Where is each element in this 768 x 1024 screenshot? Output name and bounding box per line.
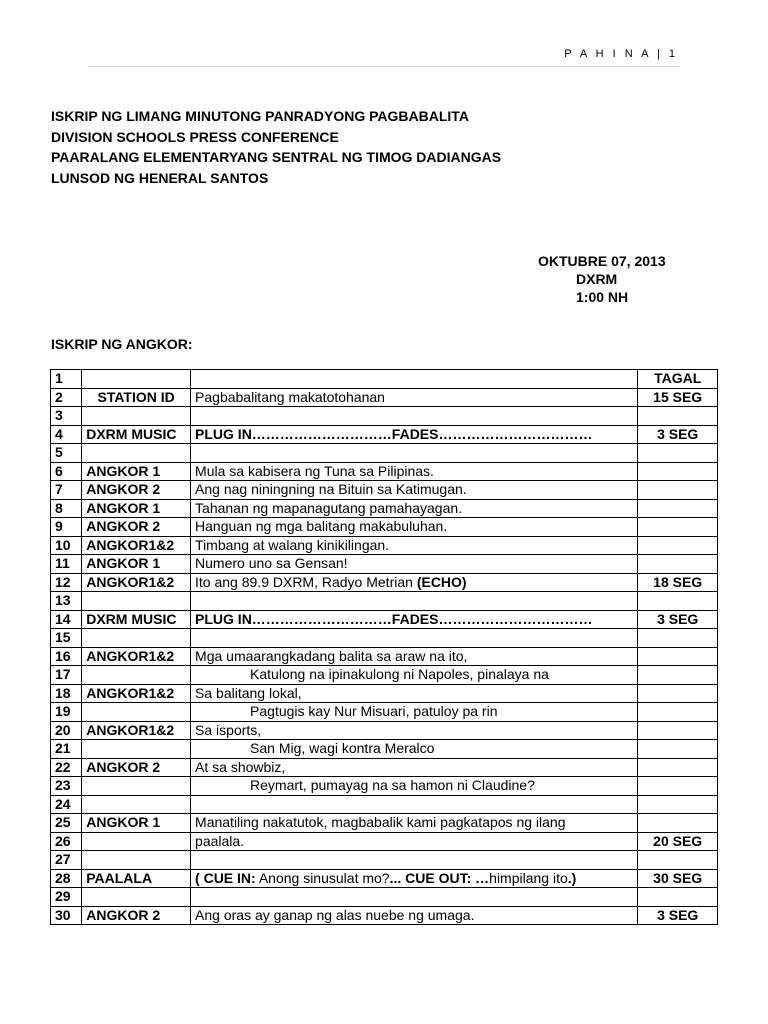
duration-cell [638,888,718,907]
row-number: 24 [51,795,82,814]
row-number: 3 [51,407,82,426]
row-number: 8 [51,499,82,518]
duration-cell [638,555,718,574]
script-text: Reymart, pumayag na sa hamon ni Claudine? [250,777,535,794]
script-text: San Mig, wagi kontra Meralco [250,740,435,757]
script-text-cell [191,610,638,629]
script-row [51,814,718,833]
row-number: 6 [51,462,82,481]
row-number: 19 [51,703,82,722]
script-text-cell [191,518,638,537]
duration-cell [638,481,718,500]
speaker-cell: DXRM MUSIC [82,610,191,629]
speaker-cell: ANGKOR1&2 [82,684,191,703]
duration-cell [638,740,718,759]
row-number: 14 [51,610,82,629]
script-text-cell [191,407,638,426]
script-row [51,832,718,851]
row-number: 16 [51,647,82,666]
duration-cell: 3 SEG [638,610,718,629]
script-text-cell [191,536,638,555]
row-number: 18 [51,684,82,703]
speaker-cell [82,629,191,648]
cue-cue-in-text: Anong sinusulat mo? [258,869,390,886]
duration-cell [638,518,718,537]
speaker-cell [82,851,191,870]
speaker-cell [82,666,191,685]
speaker-cell: ANGKOR 1 [82,499,191,518]
script-row [51,888,718,907]
speaker-cell: ANGKOR1&2 [82,647,191,666]
script-row [51,592,718,611]
script-text-cell [191,814,638,833]
cue-cue-out-text: himpilang ito [489,869,568,886]
script-text: Manatiling nakatutok, magbabalik kami pagkatapos ng ilang [195,814,566,831]
row-number: 20 [51,721,82,740]
row-number: 10 [51,536,82,555]
script-text: Numero uno sa Gensan! [195,555,348,572]
script-row [51,740,718,759]
speaker-cell: PAALALA [82,869,191,888]
script-text-cell [191,573,638,592]
script-text-cell [191,684,638,703]
duration-cell [638,684,718,703]
document-title [51,106,501,188]
row-number: 21 [51,740,82,759]
script-text: Mga umaarangkadang balita sa araw na ito, [195,647,468,664]
duration-cell [638,795,718,814]
script-text-cell [191,388,638,407]
speaker-cell: ANGKOR 2 [82,906,191,925]
script-row [51,518,718,537]
duration-cell: TAGAL [638,370,718,389]
script-row [51,647,718,666]
station-name: DXRM [576,271,618,287]
duration-cell: 3 SEG [638,906,718,925]
script-text-cell [191,740,638,759]
duration-cell [638,814,718,833]
script-text-cell [191,721,638,740]
duration-cell [638,721,718,740]
broadcast-date: OKTUBRE 07, 2013 [538,253,666,269]
duration-cell [638,536,718,555]
speaker-cell [82,370,191,389]
title-line: LUNSOD NG HENERAL SANTOS [51,169,269,186]
script-text: Ang oras ay ganap ng alas nuebe ng umaga. [195,906,475,923]
speaker-cell: STATION ID [82,388,191,407]
speaker-cell: ANGKOR 2 [82,481,191,500]
script-text: Katulong na ipinakulong ni Napoles, pinalaya na [250,666,549,683]
script-text-cell [191,851,638,870]
script-text-cell [191,777,638,796]
speaker-cell [82,777,191,796]
duration-cell [638,407,718,426]
script-row [51,536,718,555]
script-row [51,573,718,592]
script-text-cell [191,555,638,574]
script-row [51,444,718,463]
title-line: PAARALANG ELEMENTARYANG SENTRAL NG TIMOG DADIANGAS [51,149,502,165]
speaker-cell: ANGKOR1&2 [82,536,191,555]
script-text-cell [191,906,638,925]
speaker-cell: ANGKOR1&2 [82,721,191,740]
title-line: ISKRIP NG LIMANG MINUTONG PANRADYONG PAGBABALITA [51,108,469,124]
speaker-cell [82,444,191,463]
section-title: ISKRIP NG ANGKOR: [51,336,193,352]
row-number: 11 [51,555,82,574]
script-row [51,851,718,870]
script-text: Timbang at walang kinikilingan. [195,536,390,553]
duration-cell [638,666,718,685]
script-row [51,906,718,925]
duration-cell [638,777,718,796]
script-row [51,703,718,722]
script-text-cell [191,832,638,851]
row-number: 13 [51,592,82,611]
script-text-cell [191,647,638,666]
cue-cue-out: ... CUE OUT: … [389,869,490,886]
title-line: DIVISION SCHOOLS PRESS CONFERENCE [51,128,339,145]
row-number: 5 [51,444,82,463]
script-text-cell [191,425,638,444]
speaker-cell: ANGKOR 1 [82,555,191,574]
duration-cell: 3 SEG [638,425,718,444]
script-text-cell [191,370,638,389]
script-text: PLUG IN…………………………FADES…………………………… [195,425,593,442]
script-row [51,481,718,500]
echo-cue: (ECHO) [416,573,467,590]
script-text: At sa showbiz, [195,758,286,775]
row-number: 4 [51,425,82,444]
duration-cell [638,499,718,518]
row-number: 17 [51,666,82,685]
script-text: Pagtugis kay Nur Misuari, patuloy pa rin [250,703,498,720]
script-row [51,370,718,389]
duration-cell [638,592,718,611]
script-text-cell [191,758,638,777]
script-row [51,758,718,777]
script-text-cell [191,481,638,500]
script-text: Sa balitang lokal, [195,684,302,701]
script-text: Ang nag niningning na Bituin sa Katimugan. [195,481,467,498]
anchor-script-table [50,369,718,925]
cue-close: .) [567,869,577,886]
script-row [51,684,718,703]
row-number: 2 [51,388,82,407]
speaker-cell [82,740,191,759]
row-number: 7 [51,481,82,500]
script-text-cell [191,888,638,907]
script-row [51,407,718,426]
script-row [51,869,718,888]
script-row [51,388,718,407]
speaker-cell [82,703,191,722]
broadcast-meta [538,252,666,306]
row-number: 29 [51,888,82,907]
speaker-cell [82,795,191,814]
speaker-cell: ANGKOR 2 [82,758,191,777]
script-text-cell [191,462,638,481]
speaker-cell: ANGKOR 1 [82,462,191,481]
script-row [51,721,718,740]
page-header [88,48,680,67]
script-row [51,555,718,574]
speaker-cell [82,832,191,851]
script-text-cell [191,666,638,685]
script-text-cell [191,703,638,722]
speaker-cell [82,592,191,611]
row-number: 12 [51,573,82,592]
cue-open: ( CUE IN: [195,869,256,886]
row-number: 28 [51,869,82,888]
duration-cell: 20 SEG [638,832,718,851]
row-number: 25 [51,814,82,833]
speaker-cell: ANGKOR 2 [82,518,191,537]
script-text: paalala. [195,832,245,849]
broadcast-time: 1:00 NH [576,289,629,305]
duration-cell: 15 SEG [638,388,718,407]
script-text-cell [191,795,638,814]
speaker-cell [82,888,191,907]
script-row [51,610,718,629]
script-text: PLUG IN…………………………FADES…………………………… [195,610,593,627]
script-text-cell [191,444,638,463]
script-row [51,666,718,685]
duration-cell: 30 SEG [638,869,718,888]
page-number: P A H I N A | 1 [564,48,678,60]
script-row [51,499,718,518]
row-number: 30 [51,906,82,925]
row-number: 23 [51,777,82,796]
duration-cell [638,851,718,870]
script-text: Mula sa kabisera ng Tuna sa Pilipinas. [195,462,434,479]
row-number: 22 [51,758,82,777]
speaker-cell: ANGKOR1&2 [82,573,191,592]
duration-cell: 18 SEG [638,573,718,592]
script-text: Hanguan ng mga balitang makabuluhan. [195,518,448,535]
script-text-cell [191,629,638,648]
speaker-cell: ANGKOR 1 [82,814,191,833]
script-text-cell [191,592,638,611]
script-row [51,462,718,481]
duration-cell [638,758,718,777]
row-number: 1 [51,370,82,389]
row-number: 27 [51,851,82,870]
duration-cell [638,647,718,666]
script-row [51,629,718,648]
script-row [51,777,718,796]
script-text: Sa isports, [195,721,262,738]
script-row [51,795,718,814]
row-number: 26 [51,832,82,851]
row-number: 15 [51,629,82,648]
script-text: Ito ang 89.9 DXRM, Radyo Metrian [195,573,413,590]
row-number: 9 [51,518,82,537]
duration-cell [638,444,718,463]
script-text-cell [191,499,638,518]
script-row [51,425,718,444]
duration-cell [638,462,718,481]
script-text: Tahanan ng mapanagutang pamahayagan. [195,499,463,516]
duration-cell [638,703,718,722]
duration-cell [638,629,718,648]
script-text: Pagbabalitang makatotohanan [195,388,385,405]
speaker-cell: DXRM MUSIC [82,425,191,444]
script-text-cell [191,869,638,888]
speaker-cell [82,407,191,426]
